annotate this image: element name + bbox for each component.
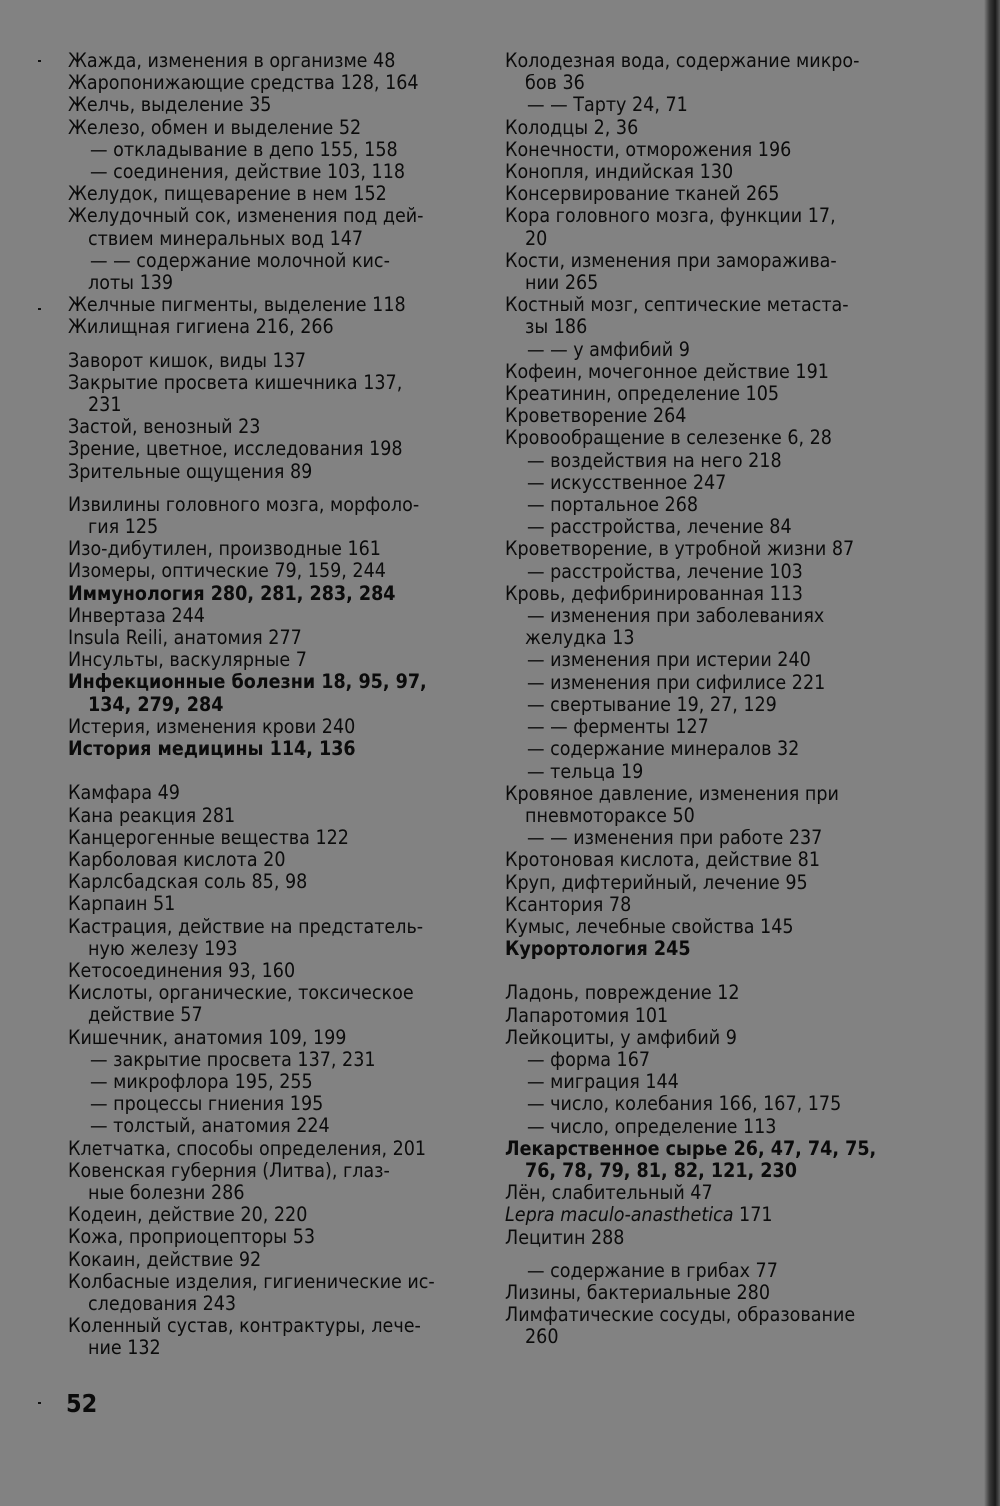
index-entry: Лейкоциты, у амфибий 9 [505, 1025, 737, 1049]
index-entry: нии 265 [525, 271, 599, 295]
index-entry: Кокаин, действие 92 [68, 1247, 262, 1271]
index-entry: — — содержание молочной кис- [90, 248, 390, 272]
index-entry: 20 [525, 226, 548, 250]
index-column-left [68, 50, 473, 1360]
index-entry: ствием минеральных вод 147 [88, 226, 364, 250]
index-entry: Извилины головного мозга, морфоло- [68, 492, 420, 516]
index-entry: Инфекционные болезни 18, 95, 97, [68, 670, 427, 694]
index-entry: — число, колебания 166, 167, 175 [527, 1092, 842, 1116]
index-entry: — содержание минералов 32 [527, 737, 800, 761]
index-entry: Клетчатка, способы определения, 201 [68, 1136, 427, 1160]
index-entry: Кумыс, лечебные свойства 145 [505, 914, 794, 938]
index-entry: Лецитин 288 [505, 1225, 625, 1249]
index-entry: — — ферменты 127 [527, 715, 709, 739]
index-entry: Кишечник, анатомия 109, 199 [68, 1025, 347, 1049]
index-entry: Кофеин, мочегонное действие 191 [505, 359, 829, 383]
index-entry: Курортология 245 [505, 937, 691, 961]
index-entry: — изменения при сифилисе 221 [527, 670, 826, 694]
index-entry: — изменения при заболеваниях [527, 604, 825, 628]
index-entry: Кожа, проприоцепторы 53 [68, 1225, 316, 1249]
index-entry: Консервирование тканей 265 [505, 182, 780, 206]
index-entry: — число, определение 113 [527, 1114, 777, 1138]
index-entry: — закрытие просвета 137, 231 [90, 1047, 376, 1071]
index-entry: Кана реакция 281 [68, 803, 236, 827]
index-entry: Желудочный сок, изменения под дей- [68, 204, 424, 228]
index-entry: Зрительные ощущения 89 [68, 459, 313, 483]
index-entry: — откладывание в депо 155, 158 [90, 137, 398, 161]
index-entry: Желудок, пищеварение в нем 152 [68, 182, 387, 206]
index-entry: следования 243 [88, 1291, 237, 1315]
index-entry: Инвертаза 244 [68, 603, 205, 627]
index-entry: — — у амфибий 9 [527, 337, 690, 361]
index-entry: Кетосоединения 93, 160 [68, 958, 296, 982]
print-speck [38, 60, 41, 62]
index-entry: 134, 279, 284 [88, 692, 224, 716]
index-entry: Кора головного мозга, функции 17, [505, 204, 836, 228]
index-entry: Заворот кишок, виды 137 [68, 348, 307, 372]
index-entry: Ладонь, повреждение 12 [505, 981, 740, 1005]
index-entry: Изо-дибутилен, производные 161 [68, 537, 381, 561]
index-entry: зы 186 [525, 315, 588, 339]
index-entry: — расстройства, лечение 84 [527, 515, 792, 539]
entry-spacer [68, 339, 473, 350]
index-entry: Коленный сустав, контрактуры, лече- [68, 1314, 421, 1338]
index-entry: Лён, слабительный 47 [505, 1181, 713, 1205]
entry-spacer [68, 760, 473, 782]
index-entry: — расстройства, лечение 103 [527, 559, 803, 583]
index-entry: Lepra maculo-anasthetica 171 [505, 1203, 773, 1227]
index-entry: Креатинин, определение 105 [505, 382, 780, 406]
print-speck [38, 308, 41, 310]
index-entry: Кроветворение, в утробной жизни 87 [505, 537, 855, 561]
index-entry: Канцерогенные вещества 122 [68, 825, 349, 849]
index-entry: — — Тарту 24, 71 [527, 93, 688, 117]
index-entry: Лизины, бактериальные 280 [505, 1280, 770, 1304]
index-entry: Колодезная вода, содержание микро- [505, 49, 860, 72]
index-entry: — соединения, действие 103, 118 [90, 160, 406, 184]
index-entry: — процессы гниения 195 [90, 1092, 324, 1116]
index-entry: — искусственное 247 [527, 470, 727, 494]
index-entry: Карболовая кислота 20 [68, 847, 286, 871]
index-entry: желудка 13 [525, 626, 635, 650]
index-entry: — форма 167 [527, 1047, 651, 1071]
index-entry: Лекарственное сырье 26, 47, 74, 75, [505, 1136, 877, 1160]
page-binding-edge [984, 0, 1000, 1506]
index-entry: Колбасные изделия, гигиенические ис- [68, 1269, 435, 1293]
index-entry: 231 [88, 393, 122, 417]
index-entry: лоты 139 [88, 271, 174, 295]
index-entry: — микрофлора 195, 255 [90, 1069, 313, 1093]
index-entry: Застой, венозный 23 [68, 415, 261, 439]
index-entry: Ксантория 78 [505, 892, 632, 916]
index-entry: Камфара 49 [68, 781, 180, 805]
index-entry: Кастрация, действие на предстатель- [68, 914, 424, 938]
index-entry: Инсульты, васкулярные 7 [68, 648, 307, 672]
index-entry: Круп, дифтерийный, лечение 95 [505, 870, 808, 894]
index-entry: Insula Reili, анатомия 277 [68, 626, 302, 650]
index-entry: Конечности, отморожения 196 [505, 137, 792, 161]
index-entry: — портальное 268 [527, 493, 699, 517]
index-entry: Кровяное давление, изменения при [505, 781, 839, 805]
index-entry: бов 36 [525, 71, 585, 95]
print-speck [38, 1402, 41, 1404]
index-entry: Конопля, индийская 130 [505, 160, 734, 184]
index-entry: Желчь, выделение 35 [68, 93, 272, 117]
index-entry: Лапаротомия 101 [505, 1003, 669, 1027]
index-entry: ную железу 193 [88, 936, 238, 960]
index-entry: — миграция 144 [527, 1070, 679, 1094]
index-entry: Колодцы 2, 36 [505, 115, 639, 139]
index-entry: — воздействия на него 218 [527, 448, 782, 472]
index-entry: Жажда, изменения в организме 48 [68, 49, 396, 72]
index-entry: Жилищная гигиена 216, 266 [68, 315, 334, 339]
index-entry: — тельца 19 [527, 759, 644, 783]
page-number: 52 [66, 1389, 98, 1418]
index-entry: гия 125 [88, 515, 159, 539]
index-entry: Кровообращение в селезенке 6, 28 [505, 426, 832, 450]
index-entry: ние 132 [88, 1336, 161, 1360]
index-entry: Закрытие просвета кишечника 137, [68, 370, 403, 394]
index-entry: Кости, изменения при заморажива- [505, 248, 837, 272]
index-entry: — толстый, анатомия 224 [90, 1114, 330, 1138]
index-entry: — содержание в грибах 77 [527, 1258, 778, 1282]
index-column-right [505, 50, 910, 1349]
entry-spacer [505, 960, 910, 982]
index-entry: ные болезни 286 [88, 1180, 245, 1204]
index-entry: Карлсбадская соль 85, 98 [68, 870, 308, 894]
index-entry: Костный мозг, септические метаста- [505, 293, 849, 317]
index-entry: История медицины 114, 136 [68, 737, 356, 761]
index-entry: Истерия, изменения крови 240 [68, 714, 356, 738]
index-entry: Кодеин, действие 20, 220 [68, 1203, 308, 1227]
index-entry: Кислоты, органические, токсическое [68, 981, 414, 1005]
index-entry: Железо, обмен и выделение 52 [68, 115, 362, 139]
index-entry: — — изменения при работе 237 [527, 826, 823, 850]
index-entry: действие 57 [88, 1003, 203, 1027]
index-entry: Кротоновая кислота, действие 81 [505, 848, 820, 872]
index-entry: пневмотораксе 50 [525, 803, 695, 827]
index-entry: — изменения при истерии 240 [527, 648, 811, 672]
index-entry: 260 [525, 1325, 559, 1349]
index-entry: Жаропонижающие средства 128, 164 [68, 71, 419, 95]
index-entry: 76, 78, 79, 81, 82, 121, 230 [525, 1158, 797, 1182]
index-entry: Зрение, цветное, исследования 198 [68, 437, 403, 461]
index-entry: Кровь, дефибринированная 113 [505, 581, 803, 605]
index-entry: — свертывание 19, 27, 129 [527, 692, 777, 716]
index-entry: Изомеры, оптические 79, 159, 244 [68, 559, 386, 583]
index-entry: Иммунология 280, 281, 283, 284 [68, 581, 396, 605]
index-entry: Кроветворение 264 [505, 404, 687, 428]
index-entry: Карпаин 51 [68, 892, 176, 916]
index-entry: Желчные пигменты, выделение 118 [68, 293, 406, 317]
index-entry: Ковенская губерния (Литва), глаз- [68, 1158, 390, 1182]
index-entry: Лимфатические сосуды, образование [505, 1303, 856, 1327]
